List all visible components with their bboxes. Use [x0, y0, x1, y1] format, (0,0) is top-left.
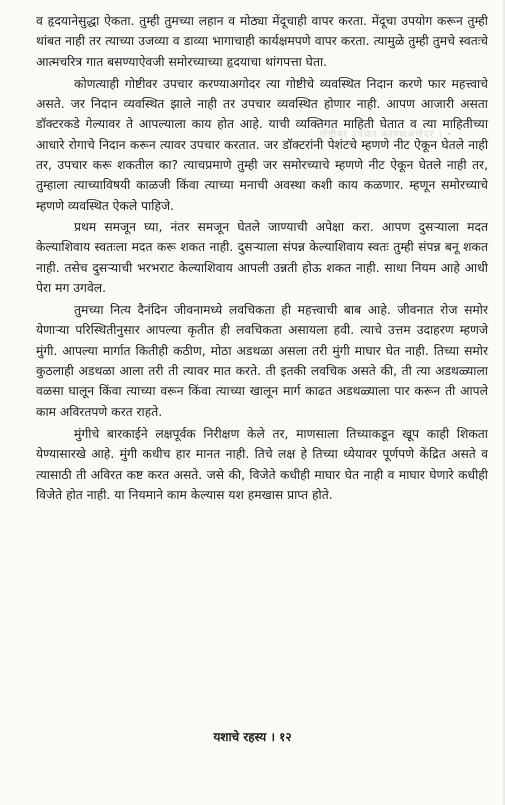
paragraph-5: मुंगीचे बारकाईने लक्षपूर्वक निरीक्षण केले तर, माणसाला तिच्याकडून खूप काही शिकता येण्यासारखे आहे. मुंगी कधीच हार मानत नाही. तिचे लक्ष हे तिच्या ध्येयावर पूर्णपणे केंद्रित असते व त्यासाठी ती अविरत कष्ट करत असते. जसे की, विजेते कधीही माघार घेत नाही व माघार घेणारे कधीही विजेते होत नाही. या नियमाने काम केल्यास यश हमखास प्राप्त होते. — [36, 426, 488, 502]
paragraph-4: तुमच्या नित्य दैनंदिन जीवनामध्ये लवचिकता ही महत्त्वाची बाब आहे. जीवनात रोज समोर येणाऱ्या परिस्थितीनुसार आपल्या कृतीत ही लवचिकता असायला हवी. त्याचे उत्तम उदाहरण म्हणजे मुंगी. आपल्या मार्गात कितीही कठीण, मोठा अडथळा असला तरी मुंगी माघार घेत नाही. तिच्या समोर कुठलाही अडथळा आला तरी ती त्यावर मात करते. ती इतकी लवचिक असते की, ती त्या अडथळ्याला वळसा घालून किंवा त्याच्या वरून किंवा त्याच्या खालून मार्ग काढत अडथळ्याला पार करून ती आपले काम अविरतपणे करत राहते. — [36, 303, 488, 419]
body-text — [36, 11, 488, 505]
paragraph-1: व हृदयानेसुद्धा ऐकता. तुम्ही तुमच्या लहान व मोठ्या मेंदूचाही वापर करता. मेंदूचा उपयोग करून तुम्ही थांबत नाही तर त्याच्या उजव्या व डाव्या भागाचाही कार्यक्षमपणे वापर करता. त्यामुळे तुम्ही तुमचे स्वतःचे आत्मचरित्र गात बसण्याऐवजी समोरच्याच्या हृदयाचा थांगपत्ता घेता. — [36, 14, 488, 69]
page-footer: यशाचे रहस्य । १२ — [213, 730, 292, 744]
paragraph-3: प्रथम समजून घ्या, नंतर समजून घेतले जाण्याची अपेक्षा करा. आपण दुसऱ्याला मदत केल्याशिवाय स्वतःला मदत करू शकत नाही. दुसऱ्याला संपन्न केल्याशिवाय स्वतः तुम्ही संपन्न बनू शकत नाही. तसेच दुसऱ्याची भरभराट केल्याशिवाय आपली उन्नती होऊ शकत नाही. साधा नियम आहे आधी पेरा मग उगवेल. — [36, 219, 488, 295]
paragraph-2: कोणत्याही गोष्टीवर उपचार करण्याअगोदर त्या गोष्टीचे व्यवस्थित निदान करणे फार महत्त्वाचे असते. जर निदान व्यवस्थित झाले नाही तर उपचार व्यवस्थित होणार नाही. आपण आजारी असता डॉक्टरकडे गेल्यावर ते आपल्याला काय होत आहे. याची व्यक्तिगत माहिती घेतात व त्या माहितीच्या आधारे रोगाचे निदान करून त्यावर उपचार करतात. जर डॉक्टरांनी पेशंटचे म्हणणे नीट ऐकून घेतले नाही तर, उपचार करू शकतील का? त्याचप्रमाणे तुम्ही जर समोरच्याचे म्हणणे नीट ऐकून घेतले नाही तर, तुम्हाला त्याच्याविषयी काळजी किंवा त्याच्या मनाची अवस्था कशी काय कळणार. म्हणून समोरच्याचे म्हणणे व्यवस्थित ऐकले पाहिजे. — [36, 76, 488, 213]
bleed-through-text: गोष्टीवर उपचार करण्याअगोदर । • — [320, 130, 453, 140]
